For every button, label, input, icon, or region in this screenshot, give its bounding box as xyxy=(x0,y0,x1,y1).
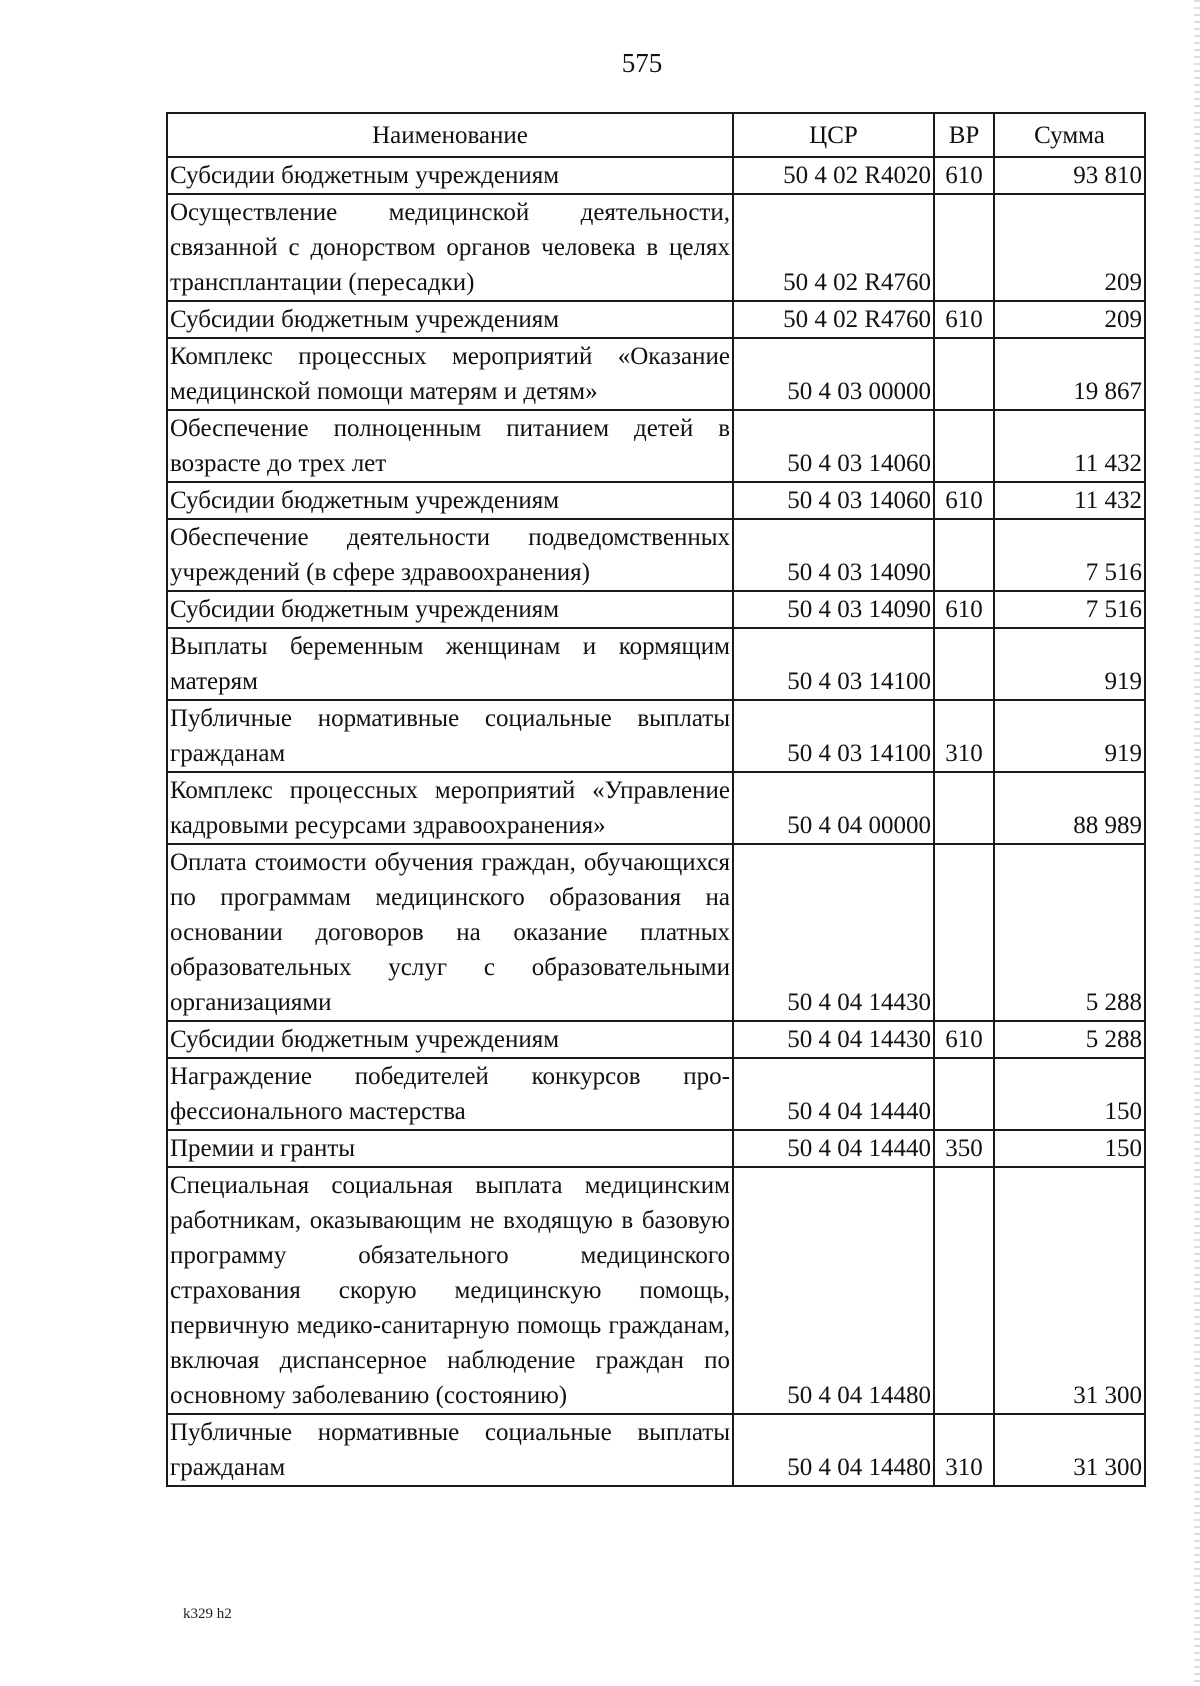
row-sum: 209 xyxy=(994,194,1145,301)
table-row xyxy=(167,700,1145,772)
table-header-row xyxy=(167,113,1145,157)
row-vr: 350 xyxy=(934,1130,994,1167)
row-name: Субсидии бюджетным учреждениям xyxy=(167,157,733,194)
page-number: 575 xyxy=(621,48,663,78)
row-vr xyxy=(934,844,994,1021)
row-vr: 610 xyxy=(934,157,994,194)
row-csr: 50 4 02 R4760 xyxy=(733,301,934,338)
table-row xyxy=(167,772,1145,844)
row-csr: 50 4 03 14060 xyxy=(733,482,934,519)
row-csr: 50 4 04 14440 xyxy=(733,1058,934,1130)
row-name: Публичные нормативные социальные выплаты гражданам xyxy=(167,700,733,772)
table-row xyxy=(167,519,1145,591)
row-vr: 310 xyxy=(934,700,994,772)
row-sum: 11 432 xyxy=(994,482,1145,519)
row-csr: 50 4 04 14480 xyxy=(733,1414,934,1486)
row-sum: 31 300 xyxy=(994,1414,1145,1486)
row-sum: 5 288 xyxy=(994,1021,1145,1058)
row-sum: 5 288 xyxy=(994,844,1145,1021)
row-vr: 610 xyxy=(934,591,994,628)
row-name: Осуществление медицинской деятельности, связанной с донорством органов человека в целях трансплантации (пересадки) xyxy=(167,194,733,301)
header-vr: ВР xyxy=(934,113,994,157)
row-name: Субсидии бюджетным учреждениям xyxy=(167,482,733,519)
row-name: Специальная социальная выплата медицинским работникам, оказывающим не входящую в базовую программу обязательного медицинского страхования скорую медицинскую помощь, первичную медико-санитарную помощь гражданам, включая диспансерное наблюдение граждан по основному заболеванию (состоянию) xyxy=(167,1167,733,1414)
row-csr: 50 4 04 00000 xyxy=(733,772,934,844)
row-name: Субсидии бюджетным учреждениям xyxy=(167,591,733,628)
row-sum: 7 516 xyxy=(994,591,1145,628)
row-name: Публичные нормативные социальные выплаты гражданам xyxy=(167,1414,733,1486)
row-vr xyxy=(934,338,994,410)
row-name: Оплата стоимости обучения граждан, обучающихся по программам медицинского образования на основании договоров на оказание платных образовательных услуг с образовательными организациями xyxy=(167,844,733,1021)
row-vr: 610 xyxy=(934,1021,994,1058)
row-csr: 50 4 03 00000 xyxy=(733,338,934,410)
header-sum: Сумма xyxy=(994,113,1145,157)
header-csr: ЦСР xyxy=(733,113,934,157)
row-sum: 7 516 xyxy=(994,519,1145,591)
row-vr xyxy=(934,1167,994,1414)
table-row xyxy=(167,1058,1145,1130)
row-sum: 150 xyxy=(994,1058,1145,1130)
row-sum: 150 xyxy=(994,1130,1145,1167)
row-name: Комплекс процессных мероприятий «Управление кадровыми ресурсами здравоохранения» xyxy=(167,772,733,844)
row-csr: 50 4 03 14100 xyxy=(733,700,934,772)
scan-edge-decoration xyxy=(1194,0,1200,1686)
row-name: Обеспечение полноценным питанием детей в возрасте до трех лет xyxy=(167,410,733,482)
row-vr xyxy=(934,772,994,844)
row-vr xyxy=(934,628,994,700)
row-csr: 50 4 04 14430 xyxy=(733,844,934,1021)
row-csr: 50 4 04 14430 xyxy=(733,1021,934,1058)
table-row xyxy=(167,1021,1145,1058)
table-row xyxy=(167,410,1145,482)
table-row xyxy=(167,194,1145,301)
budget-table xyxy=(166,112,1146,1487)
row-vr xyxy=(934,519,994,591)
table-row xyxy=(167,482,1145,519)
table-row xyxy=(167,591,1145,628)
row-sum: 11 432 xyxy=(994,410,1145,482)
row-sum: 919 xyxy=(994,700,1145,772)
row-vr xyxy=(934,410,994,482)
row-sum: 209 xyxy=(994,301,1145,338)
row-name: Субсидии бюджетным учреждениям xyxy=(167,301,733,338)
table-row xyxy=(167,1414,1145,1486)
row-sum: 19 867 xyxy=(994,338,1145,410)
row-vr: 610 xyxy=(934,482,994,519)
row-csr: 50 4 02 R4020 xyxy=(733,157,934,194)
footer-document-code: k329 h2 xyxy=(183,1606,232,1622)
row-name: Награждение победителей конкурсов профессионального мастерства xyxy=(167,1058,733,1130)
row-csr: 50 4 03 14090 xyxy=(733,519,934,591)
row-vr: 310 xyxy=(934,1414,994,1486)
row-vr: 610 xyxy=(934,301,994,338)
row-sum: 88 989 xyxy=(994,772,1145,844)
row-csr: 50 4 03 14100 xyxy=(733,628,934,700)
row-csr: 50 4 04 14440 xyxy=(733,1130,934,1167)
row-csr: 50 4 02 R4760 xyxy=(733,194,934,301)
row-sum: 31 300 xyxy=(994,1167,1145,1414)
row-sum: 93 810 xyxy=(994,157,1145,194)
row-csr: 50 4 03 14060 xyxy=(733,410,934,482)
header-name: Наименование xyxy=(167,113,733,157)
row-sum: 919 xyxy=(994,628,1145,700)
row-name: Премии и гранты xyxy=(167,1130,733,1167)
table-row xyxy=(167,628,1145,700)
table-row xyxy=(167,1130,1145,1167)
table-row xyxy=(167,844,1145,1021)
row-name: Выплаты беременным женщинам и кормящим матерям xyxy=(167,628,733,700)
row-csr: 50 4 03 14090 xyxy=(733,591,934,628)
table-row xyxy=(167,301,1145,338)
table-body xyxy=(167,157,1145,1486)
row-name: Обеспечение деятельности подведомственных учреждений (в сфере здравоохранения) xyxy=(167,519,733,591)
row-csr: 50 4 04 14480 xyxy=(733,1167,934,1414)
row-vr xyxy=(934,1058,994,1130)
row-vr xyxy=(934,194,994,301)
row-name: Комплекс процессных мероприятий «Оказание медицинской помощи матерям и детям» xyxy=(167,338,733,410)
table-row xyxy=(167,338,1145,410)
table-row xyxy=(167,1167,1145,1414)
table-row xyxy=(167,157,1145,194)
row-name: Субсидии бюджетным учреждениям xyxy=(167,1021,733,1058)
